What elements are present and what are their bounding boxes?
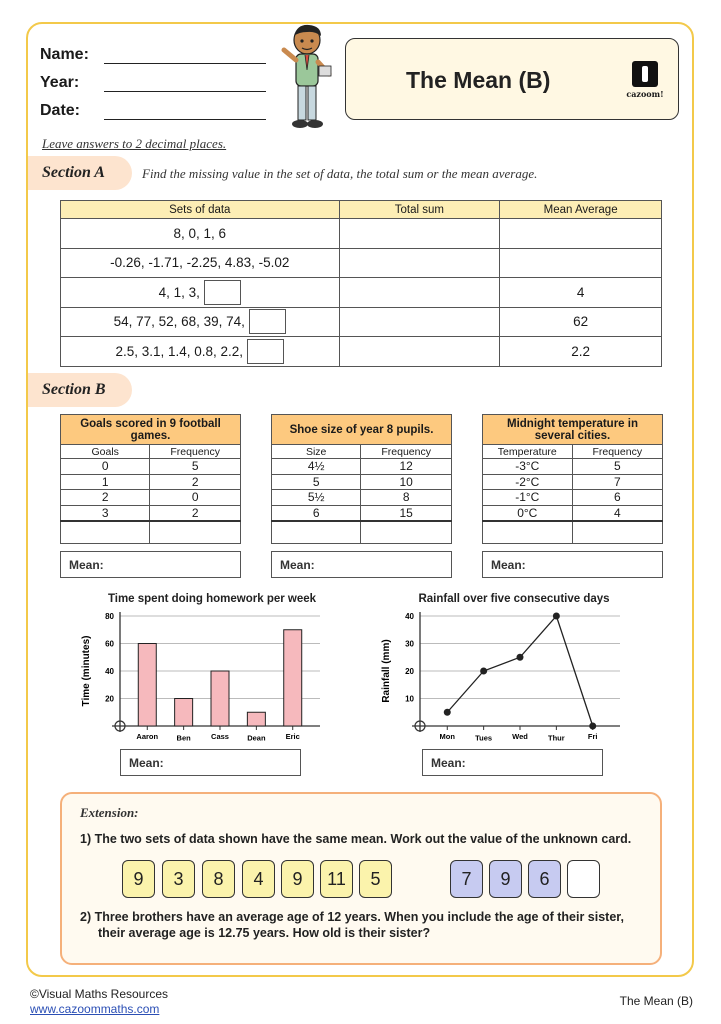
total-sum-answer-cell[interactable]: [339, 337, 500, 367]
copyright-text: ©Visual Maths Resources: [30, 987, 169, 1001]
total-sum-answer-cell[interactable]: [339, 307, 500, 337]
y-tick-label: 80: [105, 612, 114, 621]
column-header: Frequency: [150, 445, 241, 459]
frequency-cell: 0: [150, 490, 241, 506]
y-axis-label: Rainfall (mm): [381, 639, 392, 703]
x-tick-label: Fri: [587, 732, 598, 741]
table-caption: Midnight temperature in several cities.: [483, 415, 663, 445]
table-row: [272, 490, 452, 506]
mean-label: Mean:: [280, 558, 315, 572]
missing-value-box[interactable]: [204, 280, 241, 305]
number-card: 3: [162, 860, 195, 898]
table-row: [483, 459, 663, 475]
date-field[interactable]: [40, 102, 266, 120]
bar: [247, 712, 265, 726]
bar: [175, 699, 193, 727]
column-header: Goals: [61, 445, 150, 459]
table-row: [61, 490, 241, 506]
website-link[interactable]: www.cazoommaths.com: [30, 1002, 160, 1016]
value-cell: 4½: [272, 459, 361, 475]
y-tick-label: 10: [405, 694, 414, 704]
year-label: Year:: [40, 74, 80, 91]
data-point: [589, 723, 596, 730]
frequency-cell: 12: [361, 459, 452, 475]
number-card: 9: [281, 860, 314, 898]
footer-title: The Mean (B): [619, 994, 693, 1008]
x-tick-label: Dean: [247, 733, 266, 743]
bar: [284, 630, 302, 726]
number-card: 5: [359, 860, 392, 898]
unknown-card[interactable]: [567, 860, 600, 898]
shoe-size-table: [271, 414, 452, 544]
total-row: [272, 521, 452, 544]
x-tick-label: Thur: [548, 733, 565, 743]
column-header: Sets of data: [61, 201, 340, 219]
frequency-cell: 5: [150, 459, 241, 475]
date-line[interactable]: [104, 104, 266, 120]
bar: [211, 671, 229, 726]
value-cell: 5: [272, 474, 361, 490]
number-card: 8: [202, 860, 235, 898]
mean-answer-cell[interactable]: [500, 219, 662, 249]
mean-answer-box[interactable]: [271, 551, 452, 578]
title-box: [345, 38, 679, 120]
data-set-text: 4, 1, 3,: [158, 284, 200, 300]
total-sum-answer-cell[interactable]: [339, 219, 500, 249]
column-header: Temperature: [483, 445, 573, 459]
data-set-cell: -0.26, -1.71, -2.25, 4.83, -5.02: [61, 248, 340, 278]
data-set-cell: [61, 307, 340, 337]
missing-value-box[interactable]: [249, 309, 286, 334]
extension-question-2: [80, 909, 624, 941]
mean-value-cell: 62: [500, 307, 662, 337]
table-row: [272, 505, 452, 521]
number-card: 4: [242, 860, 275, 898]
question-2-line-2: their average age is 12.75 years. How old is their sister?: [98, 926, 431, 940]
x-tick-label: Eric: [285, 732, 300, 741]
x-tick-label: Aaron: [136, 732, 159, 741]
cartoon-boy-illustration: [277, 22, 337, 134]
total-row: [61, 521, 241, 544]
x-tick-label: Cass: [211, 732, 229, 741]
table-row: [61, 459, 241, 475]
year-line[interactable]: [104, 76, 266, 92]
mean-label: Mean:: [129, 756, 164, 770]
total-sum-answer-cell[interactable]: [339, 278, 500, 308]
extension-title: Extension:: [80, 805, 139, 820]
football-goals-table: [60, 414, 241, 544]
name-field[interactable]: [40, 46, 266, 64]
table-row: [61, 505, 241, 521]
value-cell: 0°C: [483, 505, 573, 521]
name-line[interactable]: [104, 48, 266, 64]
data-point: [480, 668, 487, 675]
frequency-cell: 5: [572, 459, 662, 475]
mean-value-cell: 4: [500, 278, 662, 308]
value-cell: -3°C: [483, 459, 573, 475]
y-tick-label: 30: [405, 639, 414, 649]
number-card: 9: [489, 860, 522, 898]
value-cell: 3: [61, 505, 150, 521]
frequency-cell: 10: [361, 474, 452, 490]
frequency-cell: 2: [150, 474, 241, 490]
data-set-cell: 8, 0, 1, 6: [61, 219, 340, 249]
value-cell: -1°C: [483, 490, 573, 506]
total-row: [483, 521, 663, 544]
table-row: [61, 307, 662, 337]
mean-label: Mean:: [491, 558, 526, 572]
value-cell: -2°C: [483, 474, 573, 490]
data-set-cell: [61, 278, 340, 308]
value-cell: 6: [272, 505, 361, 521]
column-header: Size: [272, 445, 361, 459]
worksheet-title: The Mean (B): [406, 67, 551, 93]
table-row: [483, 474, 663, 490]
logo-text: cazoom!: [626, 89, 664, 99]
total-answer-cell[interactable]: [61, 521, 150, 544]
extension-question-1: 1) The two sets of data shown have the same mean. Work out the value of the unknown card.: [80, 832, 632, 846]
table-row: [272, 459, 452, 475]
name-label: Name:: [40, 46, 89, 63]
data-set-cell: [61, 337, 340, 367]
chart-title: Rainfall over five consecutive days: [418, 593, 610, 605]
year-field[interactable]: [40, 74, 266, 92]
total-answer-cell[interactable]: [572, 521, 662, 544]
column-header: Mean Average: [500, 201, 662, 219]
frequency-cell: 6: [572, 490, 662, 506]
data-point: [517, 654, 524, 661]
y-tick-label: 60: [105, 639, 114, 649]
chart-title: Time spent doing homework per week: [107, 593, 317, 605]
mean-answer-cell[interactable]: [500, 248, 662, 278]
value-cell: 5½: [272, 490, 361, 506]
bar: [138, 644, 156, 727]
y-axis-label: Time (minutes): [81, 635, 92, 707]
value-cell: 0: [61, 459, 150, 475]
value-cell: 2: [61, 490, 150, 506]
logo-icon: [632, 61, 658, 87]
x-tick-label: Tues: [475, 733, 493, 743]
number-card: 7: [450, 860, 483, 898]
frequency-cell: 2: [150, 505, 241, 521]
data-point: [553, 613, 560, 620]
y-tick-label: 20: [105, 694, 114, 704]
table-row: [61, 248, 662, 278]
temperature-table: [482, 414, 663, 544]
column-header: Frequency: [572, 445, 662, 459]
data-set-text: 2.5, 3.1, 1.4, 0.8, 2.2,: [115, 343, 244, 359]
number-card: 6: [528, 860, 561, 898]
footer-credits: [30, 987, 168, 1017]
homework-bar-chart: [70, 608, 330, 748]
frequency-cell: 8: [361, 490, 452, 506]
section-a-description: Find the missing value in the set of data, the total sum or the mean average.: [142, 166, 538, 181]
cazoom-logo: [622, 61, 668, 99]
mean-answer-box[interactable]: [422, 749, 603, 776]
mean-value-cell: 2.2: [500, 337, 662, 367]
extension-panel: [60, 792, 662, 965]
mean-answer-box[interactable]: [482, 551, 663, 578]
y-tick-label: 40: [405, 612, 414, 621]
table-row: [483, 505, 663, 521]
x-tick-label: Ben: [176, 733, 191, 743]
table-row: [272, 474, 452, 490]
value-cell: 1: [61, 474, 150, 490]
section-a-tag: Section A: [28, 156, 132, 190]
table-caption: Shoe size of year 8 pupils.: [272, 415, 452, 445]
missing-value-box[interactable]: [247, 339, 284, 364]
rainfall-line-chart: [370, 608, 630, 748]
question-2-line-1: 2) Three brothers have an average age of 12 years. When you include the age of their sister,: [80, 910, 624, 924]
mean-label: Mean:: [431, 756, 466, 770]
table-row: [61, 278, 662, 308]
total-answer-cell[interactable]: [361, 521, 452, 544]
section-b-tag: Section B: [28, 373, 132, 407]
number-card: 11: [320, 860, 353, 898]
x-tick-label: Wed: [512, 732, 528, 741]
mean-label: Mean:: [69, 558, 104, 572]
number-card: 9: [122, 860, 155, 898]
mean-answer-box[interactable]: [60, 551, 241, 578]
table-row: [483, 490, 663, 506]
instruction-text: Leave answers to 2 decimal places.: [42, 136, 227, 151]
table-row: [61, 474, 241, 490]
column-header: Frequency: [361, 445, 452, 459]
y-tick-label: 20: [405, 667, 414, 676]
total-sum-answer-cell[interactable]: [339, 248, 500, 278]
total-answer-cell[interactable]: [272, 521, 361, 544]
frequency-cell: 15: [361, 505, 452, 521]
date-label: Date:: [40, 102, 81, 119]
table-row: [61, 337, 662, 367]
data-set-text: 54, 77, 52, 68, 39, 74,: [113, 314, 245, 330]
total-answer-cell[interactable]: [150, 521, 241, 544]
mean-answer-box[interactable]: [120, 749, 301, 776]
column-header: Total sum: [339, 201, 500, 219]
total-answer-cell[interactable]: [483, 521, 573, 544]
frequency-cell: 4: [572, 505, 662, 521]
y-tick-label: 40: [105, 667, 114, 676]
data-point: [444, 709, 451, 716]
table-caption: Goals scored in 9 football games.: [61, 415, 241, 445]
table-row: [61, 219, 662, 249]
x-tick-label: Mon: [439, 732, 455, 741]
frequency-cell: 7: [572, 474, 662, 490]
section-a-table: [60, 200, 662, 367]
